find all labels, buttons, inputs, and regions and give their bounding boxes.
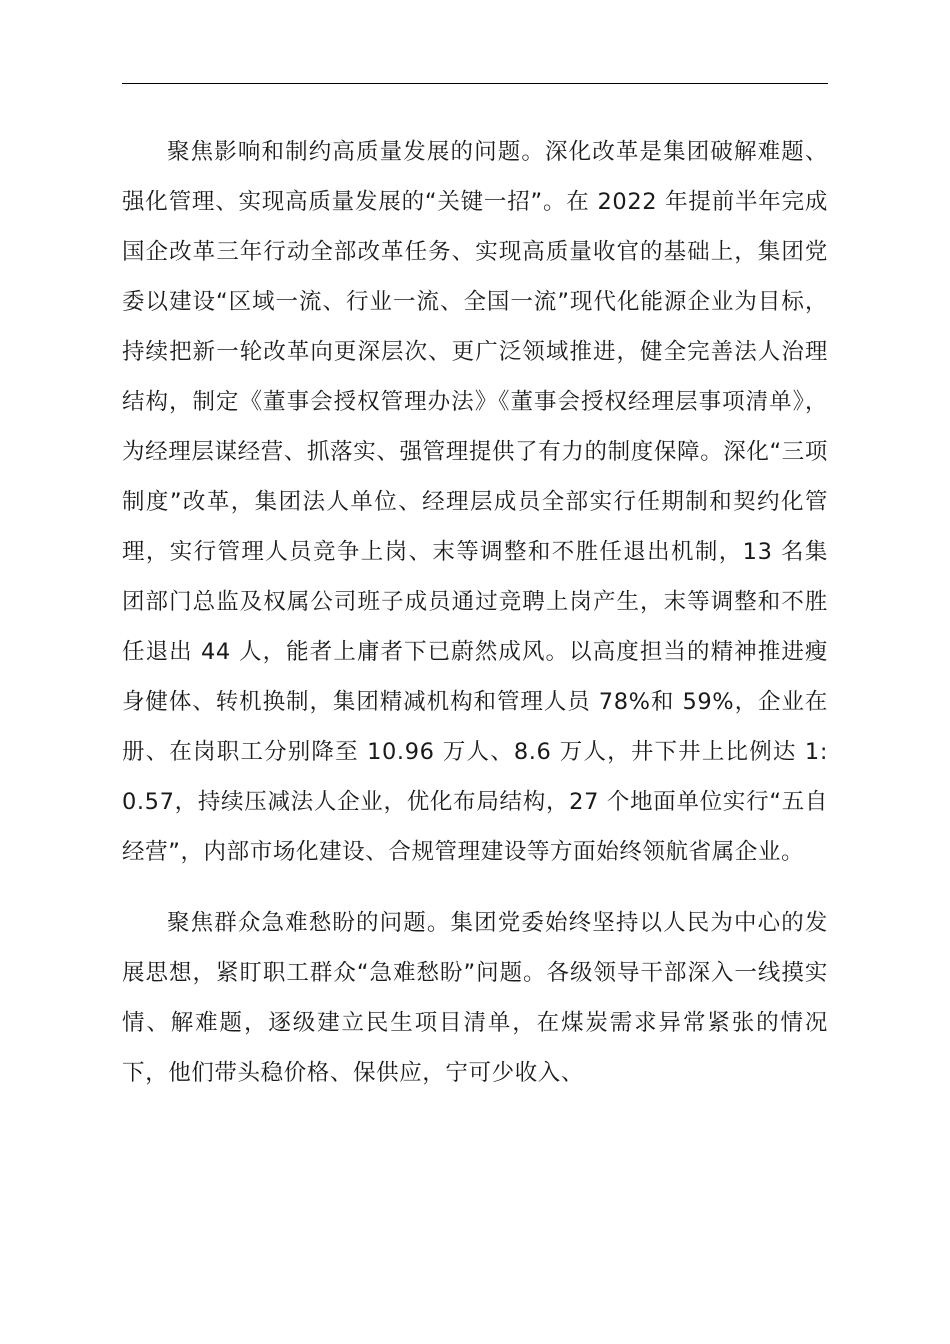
header-rule	[122, 83, 828, 84]
paragraph-reform: 聚焦影响和制约高质量发展的问题。深化改革是集团破解难题、强化管理、实现高质量发展的“关键一招”。在 2022 年提前半年完成国企改革三年行动全部改革任务、实现高质量收官的基础上，集团党委以建设“区域一流、行业一流、全国一流”现代化能源企业为目标，持续把新一轮改革向更深层次、更广泛领域推进，健全完善法人治理结构，制定《董事会授权管理办法》《董事会授权经理层事项清单》，为经理层谋经营、抓落实、强管理提供了有力的制度保障。深化“三项制度”改革，集团法人单位、经理层成员全部实行任期制和契约化管理，实行管理人员竞争上岗、末等调整和不胜任退出机制，13 名集团部门总监及权属公司班子成员通过竞聘上岗产生，末等调整和不胜任退出 44 人，能者上庸者下已蔚然成风。以高度担当的精神推进瘦身健体、转机换制，集团精减机构和管理人员 78%和 59%，企业在册、在岗职工分别降至 10.96 万人、8.6 万人，井下井上比例达 1:0.57，持续压减法人企业，优化布局结构，27 个地面单位实行“五自经营”，内部市场化建设、合规管理建设等方面始终领航省属企业。	[122, 139, 828, 865]
document-body	[122, 127, 828, 1098]
paragraph-people-concerns: 聚焦群众急难愁盼的问题。集团党委始终坚持以人民为中心的发展思想，紧盯职工群众“急难愁盼”问题。各级领导干部深入一线摸实情、解难题，逐级建立民生项目清单，在煤炭需求异常紧张的情况下，他们带头稳价格、保供应，宁可少收入、	[122, 910, 828, 1086]
